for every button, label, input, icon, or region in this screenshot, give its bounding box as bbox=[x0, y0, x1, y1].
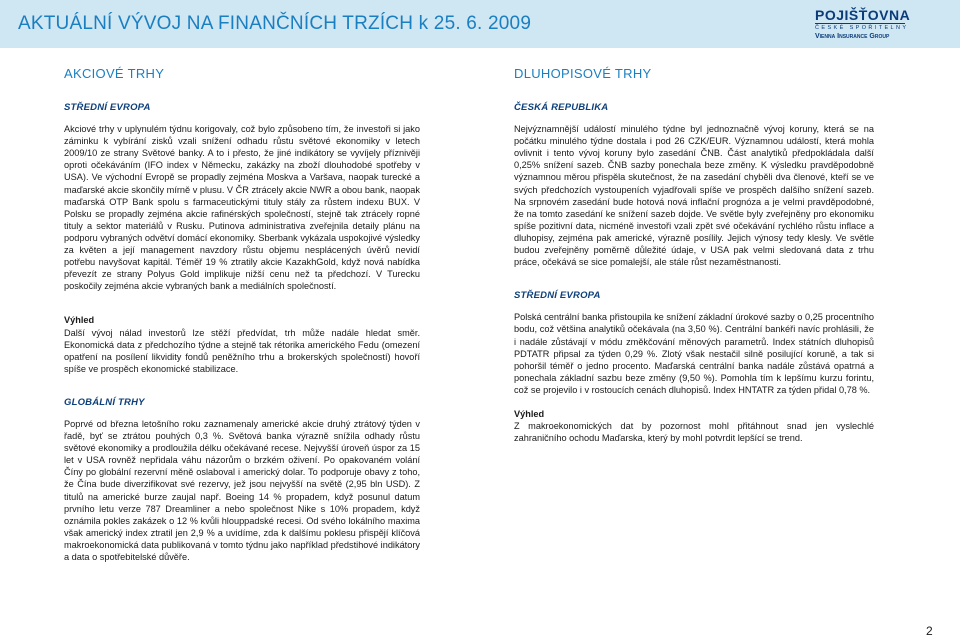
company-logo bbox=[815, 7, 911, 42]
paragraph: Polská centrální banka přistoupila ke snížení základní úrokové sazby o 0,25 procentního bodu, což většina analytiků očekávala (na 3,50 %). Centrální bankéři navíc prohlásili, že i nadále zůstávají v módu změkčování měnových parametrů. Index státních dluhopisů PDTATR připsal za týden 0,29 %. Zlotý však nestačil silně posilující koruně, a tak si pohoršil téměř o jedno procento. Maďarská centrální banka nadále zůstává opatrná a ponechala základní sazbu beze změny (9,50 %). Pomohla tím k lepšímu kurzu forintu, což se projevilo i v rostoucích cenách dluhopisů. Index HNTATR za týden přidal 0,78 %. bbox=[514, 312, 874, 395]
left-column-heading: AKCIOVÉ TRHY bbox=[64, 66, 165, 81]
paragraph: Poprvé od března letošního roku zaznamenaly americké akcie druhý ztrátový týden v řadě, byť se ztrátou pouhých 0,3 %. Světová banka výrazně snížila odhady růstu světové ekonomiky a prodloužila délku očekávané recese. Nejvyšší úroveň úspor za 15 let v USA rovněž nepřidala váhu názorům o brzkém oživení. Po opakovaném volání Číny po globální rezervní měně oslaboval i americký dolar. To podporuje obavy z toho, že Čína bude diverzifikovat své rezervy, jež jsou nejvyšší na světě (2,95 bln USD). Z titulů na americké burze zaujal např. Boeing 14 % propadem, když posunul datum prvního letu verze 787 Dreamliner a nebo společnost Nike s 10% propadem, když oznámila pokles zakázek o 12 % kvůli hlouppadské recesi. Od svého lokálního maxima však americký index ztratil jen 2,9 % a uvidíme, zda k dalšímu poklesu přispějí klíčová makroekonomická data publikovaná v tomto týdnu jako například předstihové indikátory a data o spotřebitelské důvěře. bbox=[64, 418, 420, 562]
outlook-paragraph: Z makroekonomických dat by pozornost mohl přitáhnout snad jen vyslechlé zahraničního ochodu Maďarska, který by mohl potvrdit lepšící se trend. bbox=[514, 421, 874, 444]
logo-text-top: POJIŠŤOVNA bbox=[815, 7, 911, 23]
left-column bbox=[64, 102, 420, 563]
right-column-heading: DLUHOPISOVÉ TRHY bbox=[514, 66, 652, 81]
logo-text-middle: ČESKÉ SPOŘITELNY bbox=[815, 25, 909, 31]
subhead-global-markets: GLOBÁLNÍ TRHY bbox=[64, 396, 145, 408]
page-number: 2 bbox=[926, 624, 933, 638]
subhead-czech-republic: ČESKÁ REPUBLIKA bbox=[514, 102, 609, 113]
outlook-label: Výhled bbox=[514, 408, 545, 419]
right-column bbox=[514, 102, 874, 444]
outlook-label: Výhled bbox=[64, 315, 95, 326]
page-title: AKTUÁLNÍ VÝVOJ NA FINANČNÍCH TRZÍCH k 25. 6. 2009 bbox=[18, 13, 532, 34]
outlook-paragraph: Další vývoj nálad investorů lze stěží předvídat, trh může nadále hledat směr. Ekonomická data z předchozího týdne a stejně tak rétorika amerického Fedu (omezení opatření na posílení likvidity fondů peněžního trhu a brokerských společností) hovoří spíše ve prospěch ekonomické stabilizace. bbox=[64, 327, 420, 374]
subhead-central-europe-equity: STŘEDNÍ EVROPA bbox=[64, 102, 151, 113]
subhead-central-europe-bonds: STŘEDNÍ EVROPA bbox=[514, 290, 601, 302]
paragraph: Nejvýznamnější událostí minulého týdne byl jednoznačně vývoj koruny, která se na počátku minulého týdne dostala i pod 26 CZK/EUR. Významnou událostí, která mohla ovlivnit i tento vývoj koruny bylo zasedání ČNB. Část analytiků předpokládala další 0,25% snížení sazeb. ČNB sazby ponechala beze změny. K výsledku pravděpodobně významnou měrou přispěla skutečnost, že na zasedání chyběli dva členové, kteří se ve svých předchozích vystoupeních vyjadřovali spíše ve prospěch dalšího snížení sazeb. Na srpnovém zasedání bude hotová nová inflační prognóza a je velmi pravděpodobné, že na tomto zasedání ke snížení sazeb dojde. Ve světle byly zveřejněny pro ekonomiku spíše pozitivní data, nicméně investoři vzali zpět své očekávání rychlého růstu inflace a dluhopisy, zejména pak americké, výrazně posílily. Jejich výnosy tedy klesly. Ve světle budou zveřejněny poměrně důležité údaje, v USA pak velmi sledovaná data z trhu práce, očekává se sice pomalejší, ale stále růst nezaměstnanosti. bbox=[514, 124, 874, 268]
logo-text-bottom: Vienna Insurance Group bbox=[815, 33, 890, 40]
paragraph: Akciové trhy v uplynulém týdnu korigovaly, což bylo způsobeno tím, že investoři si jako záminku k vybírání zisků vzali snížení odhadu růstu světové ekonomiky v letech 2009/10 ze strany Světové banky. A to i přesto, že jiné indikátory se vyvíjely příznivěji oproti očekáváním (IFO index v Německu, zakázky na zboží dlouhodobé spotřeby v USA). Ve východní Evropě se propadly zejména Moskva a Varšava, naopak turecké a maďarské akcie skončily mírně v plusu. V ČR ztrácely akcie NWR a obou bank, naopak maďarská OTP Bank spolu s farmaceutickými tituly stály za růstem indexu BUX. V Polsku se propadly zejména akcie rafinérských společností, stejně tak ztrácely ropné tituly a sektor materiálů v Rusku. Putinova administrativa zveřejnila detaily plánu na podporu vybraných odvětví domácí ekonomiky. Sberbank vykázala uspokojivé výsledky za květen a její management navzdory růstu objemu nesplácených úvěrů nevidí potřebu navyšovat kapitál. Téměř 19 % ztratily akcie KazakhGold, když nová nabídka převezít ze strany Polyus Gold implikuje nižší cenu než ta předchozí. V Turecku poskočily zejména akcie vybraných bank a mediálních společností. bbox=[64, 124, 420, 292]
